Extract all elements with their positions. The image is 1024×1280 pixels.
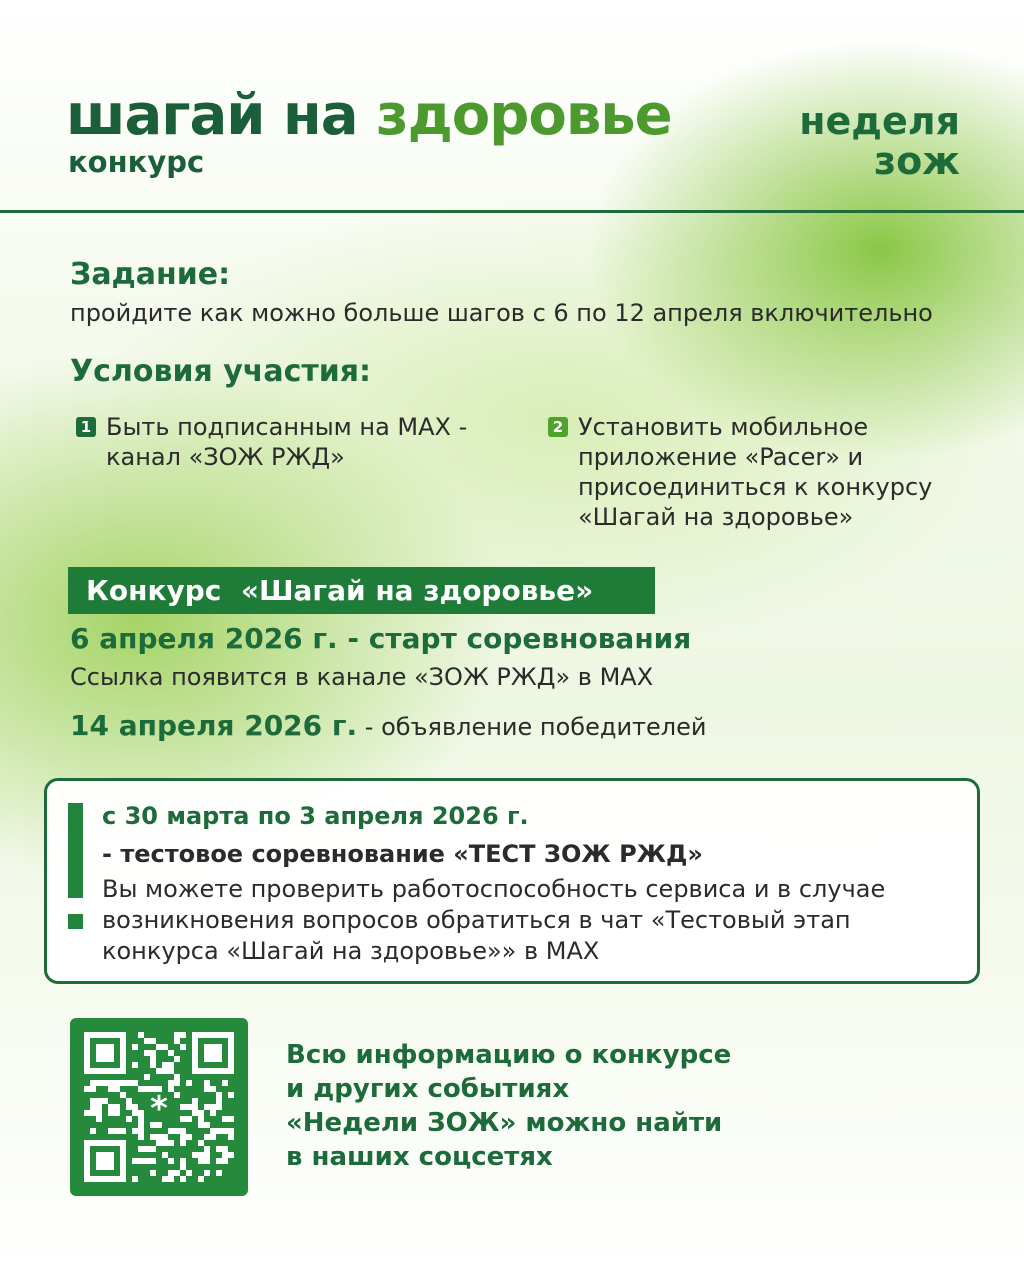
task-text: пройдите как можно больше шагов с 6 по 12 апреля включительно <box>70 299 933 327</box>
title-part-1: шагай на <box>66 83 377 148</box>
svg-text:*: * <box>150 1089 168 1129</box>
footer-line-4: в наших соцсетях <box>286 1142 553 1172</box>
week-line-1: неделя <box>799 99 960 143</box>
start-text: Ссылка появится в канале «ЗОЖ РЖД» в MAX <box>70 663 654 691</box>
footer-text <box>286 1038 806 1174</box>
footer-line-2: и других событиях <box>286 1074 570 1104</box>
winners-text: - объявление победителей <box>357 713 707 741</box>
footer-line-1: Всю информацию о конкурсе <box>286 1040 732 1070</box>
footer-line-3: «Недели ЗОЖ» можно найти <box>286 1108 723 1138</box>
task-heading: Задание: <box>70 257 231 292</box>
qr-code-icon[interactable] <box>70 1018 248 1196</box>
title-part-2: здоровье <box>376 83 672 148</box>
test-text: Вы можете проверить работоспособность сервиса и в случае возникновения вопросов обратиться в чат «Тестовый этап конкурса «Шагай на здоровье»» в MAX <box>102 875 886 965</box>
page-title <box>66 83 672 148</box>
week-line-2: зож <box>873 138 960 183</box>
qr-code-graphic <box>84 1032 234 1182</box>
accent-bar <box>68 803 83 898</box>
winners-line <box>70 709 707 742</box>
number-2-icon: 2 <box>548 417 568 437</box>
accent-square <box>68 914 83 929</box>
header-divider <box>0 210 1024 213</box>
test-title: - тестовое соревнование «ТЕСТ ЗОЖ РЖД» <box>102 840 703 868</box>
condition-1-text: Быть подписанным на MAX - канал «ЗОЖ РЖД» <box>106 413 468 471</box>
condition-item-2 <box>548 412 988 532</box>
test-dates: с 30 марта по 3 апреля 2026 г. <box>102 802 529 830</box>
number-1-icon: 1 <box>76 417 96 437</box>
condition-2-text: Установить мобильное приложение «Pacer» и присоединиться к конкурсу «Шагай на здоровье» <box>578 413 933 531</box>
start-heading: 6 апреля 2026 г. - старт соревнования <box>70 622 692 655</box>
condition-item-1 <box>76 412 496 472</box>
conditions-heading: Условия участия: <box>70 354 372 389</box>
contest-banner: Конкурс «Шагай на здоровье» <box>68 567 655 614</box>
page-subtitle: конкурс <box>68 145 205 179</box>
winners-date: 14 апреля 2026 г. <box>70 709 358 742</box>
week-badge <box>799 99 960 183</box>
